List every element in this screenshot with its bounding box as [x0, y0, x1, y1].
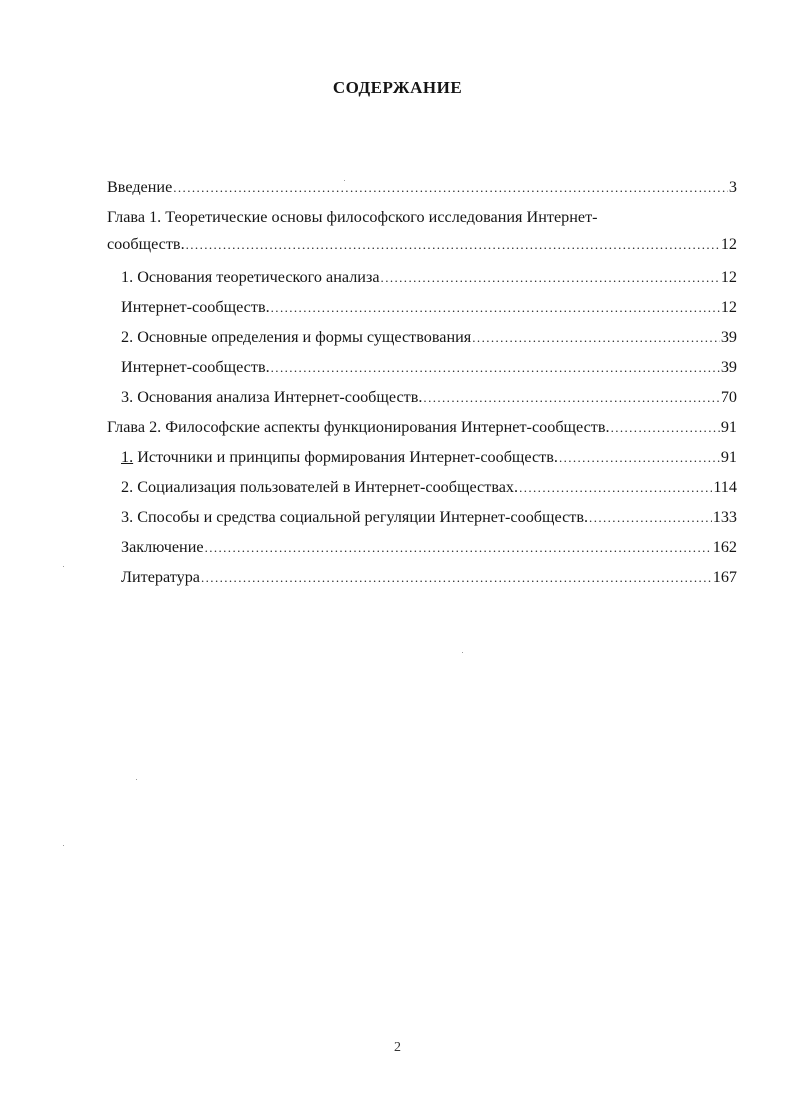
toc-entry-label: Литература	[121, 562, 201, 592]
toc-entry-label: 2. Основные определения и формы существования	[121, 322, 472, 352]
toc-entry-page: 91	[720, 418, 737, 436]
scan-speck	[344, 180, 345, 181]
toc-leader-dots	[205, 533, 712, 563]
toc-leader-dots	[201, 563, 712, 593]
toc-entry-page: 3	[728, 178, 737, 196]
toc-leader-dots	[186, 231, 720, 258]
toc-leader-dots	[381, 263, 720, 293]
toc-leader-dots	[173, 173, 728, 203]
toc-leader-dots	[611, 413, 720, 443]
toc-entry-page: 167	[712, 568, 737, 586]
toc-entry-section-1-2	[107, 322, 737, 352]
toc-entry-label: Глава 2. Философские аспекты функционирования Интернет-сообществ.	[107, 412, 611, 442]
page-number: 2	[394, 1040, 401, 1055]
toc-entry-introduction	[107, 172, 737, 202]
toc-entry-literature	[107, 562, 737, 592]
toc-entry-label: 1. Основания теоретического анализа	[121, 262, 381, 292]
toc-entry-page: 12	[720, 268, 737, 286]
toc-entry-section-1-3	[107, 382, 737, 412]
toc-leader-dots	[472, 323, 720, 353]
toc-entry-section-2-2	[107, 472, 737, 502]
toc-entry-chapter-1	[107, 204, 737, 258]
toc-entry-label: 3. Способы и средства социальной регуляции Интернет-сообществ.	[121, 502, 589, 532]
toc-entry-page: 12	[720, 235, 737, 253]
scan-speck	[63, 845, 64, 846]
toc-entry-section-2-3	[107, 502, 737, 532]
toc-entry-page: 70	[720, 388, 737, 406]
toc-entry-section-2-1	[107, 442, 737, 472]
toc-leader-dots	[559, 443, 720, 473]
table-of-contents	[107, 172, 737, 592]
scan-speck	[63, 566, 64, 567]
page-title: СОДЕРЖАНИЕ	[332, 78, 463, 97]
toc-entry-label-rest: Источники и принципы формирования Интернет-сообществ.	[133, 448, 558, 466]
toc-entry-section-1-1	[107, 262, 737, 292]
toc-entry-page: 12	[720, 298, 737, 316]
toc-entry-label: Введение	[107, 172, 173, 202]
toc-entry-label: Интернет-сообществ.	[121, 292, 271, 322]
toc-entry-page: 39	[720, 328, 737, 346]
toc-entry-section-1-2-cont	[107, 352, 737, 382]
toc-leader-dots	[271, 353, 720, 383]
toc-leader-dots	[271, 293, 720, 323]
toc-entry-page: 162	[712, 538, 737, 556]
toc-entry-label	[121, 442, 559, 472]
toc-entry-chapter-2	[107, 412, 737, 442]
toc-entry-section-1-1-cont	[107, 292, 737, 322]
toc-entry-number: 1.	[121, 448, 134, 466]
scan-speck	[462, 652, 463, 653]
toc-entry-label: 3. Основания анализа Интернет-сообществ.	[121, 382, 423, 412]
toc-leader-dots	[423, 383, 719, 413]
toc-entry-page: 91	[720, 448, 737, 466]
toc-entry-page: 133	[712, 508, 737, 526]
toc-entry-label: Интернет-сообществ.	[121, 352, 271, 382]
toc-entry-label: Заключение	[121, 532, 205, 562]
toc-leader-dots	[589, 503, 712, 533]
toc-entry-page: 39	[720, 358, 737, 376]
toc-entry-conclusion	[107, 532, 737, 562]
toc-entry-label: 2. Социализация пользователей в Интернет-сообществах.	[121, 472, 519, 502]
scan-speck	[136, 779, 137, 780]
toc-entry-label-line2: сообществ.	[107, 231, 186, 258]
toc-leader-dots	[519, 473, 712, 503]
toc-entry-page: 114	[713, 478, 737, 496]
toc-entry-label-line1: Глава 1. Теоретические основы философского исследования Интернет-	[107, 208, 598, 226]
